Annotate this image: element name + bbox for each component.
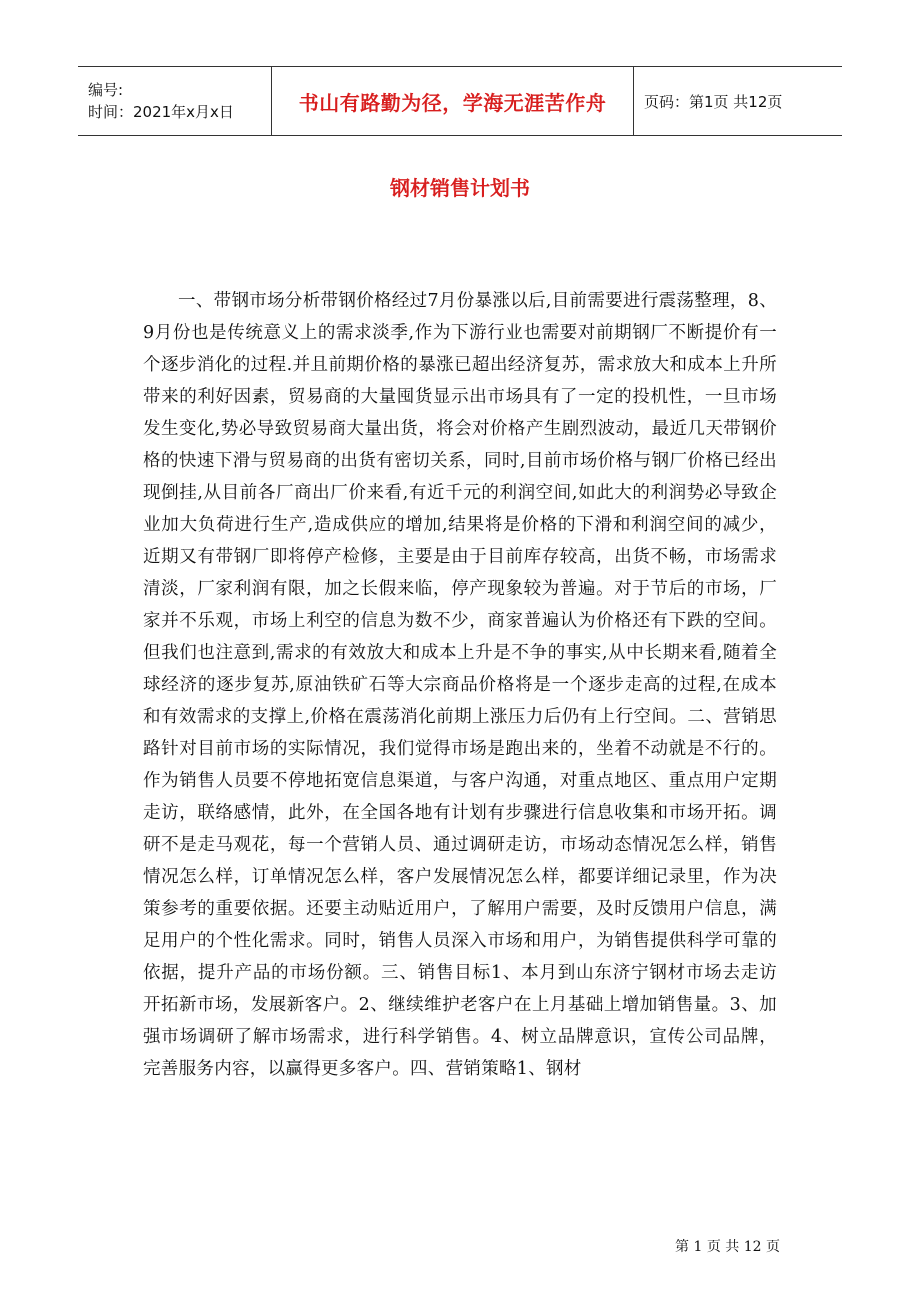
header-page-info [634,67,842,135]
document-header [78,66,842,136]
code-label: 编号: [88,81,124,99]
time-label: 时间：2021年x月x日 [88,103,234,121]
document-body: 一、带钢市场分析带钢价格经过7月份暴涨以后,目前需要进行震荡整理，8、9月份也是传统意义上的需求淡季,作为下游行业也需要对前期钢厂不断提价有一个逐步消化的过程.并且前期价格的暴涨已超出经济复苏，需求放大和成本上升所带来的利好因素，贸易商的大量囤货显示出市场具有了一定的投机性，一旦市场发生变化,势必导致贸易商大量出货，将会对价格产生剧烈波动，最近几天带钢价格的快速下滑与贸易商的出货有密切关系，同时,目前市场价格与钢厂价格已经出现倒挂,从目前各厂商出厂价来看,有近千元的利润空间,如此大的利润势必导致企业加大负荷进行生产,造成供应的增加,结果将是价格的下滑和利润空间的减少，近期又有带钢厂即将停产检修，主要是由于目前库存较高，出货不畅，市场需求清淡，厂家利润有限，加之长假来临，停产现象较为普遍。对于节后的市场，厂家并不乐观，市场上利空的信息为数不少，商家普遍认为价格还有下跌的空间。但我们也注意到,需求的有效放大和成本上升是不争的事实,从中长期来看,随着全球经济的逐步复苏,原油铁矿石等大宗商品价格将是一个逐步走高的过程,在成本和有效需求的支撑上,价格在震荡消化前期上涨压力后仍有上行空间。二、营销思路针对目前市场的实际情况，我们觉得市场是跑出来的，坐着不动就是不行的。作为销售人员要不停地拓宽信息渠道，与客户沟通，对重点地区、重点用户定期走访，联络感情，此外，在全国各地有计划有步骤进行信息收集和市场开拓。调研不是走马观花，每一个营销人员、通过调研走访，市场动态情况怎么样，销售情况怎么样，订单情况怎么样，客户发展情况怎么样，都要详细记录里，作为决策参考的重要依据。还要主动贴近用户，了解用户需要，及时反馈用户信息，满足用户的个性化需求。同时，销售人员深入市场和用户，为销售提供科学可靠的依据，提升产品的市场份额。三、销售目标1、本月到山东济宁钢材市场去走访开拓新市场，发展新客户。2、继续维护老客户在上月基础上增加销售量。3、加强市场调研了解市场需求，进行科学销售。4、树立品牌意识，宣传公司品牌，完善服务内容，以赢得更多客户。四、营销策略1、钢材 [143,291,777,1079]
page-footer: 第 1 页 共 12 页 [675,1239,780,1255]
motto-text: 书山有路勤为径，学海无涯苦作舟 [298,90,607,115]
header-meta [78,67,272,135]
header-motto [272,67,634,135]
document-title: 钢材销售计划书 [390,176,530,200]
page-info-text: 页码：第1页 共12页 [644,92,783,111]
